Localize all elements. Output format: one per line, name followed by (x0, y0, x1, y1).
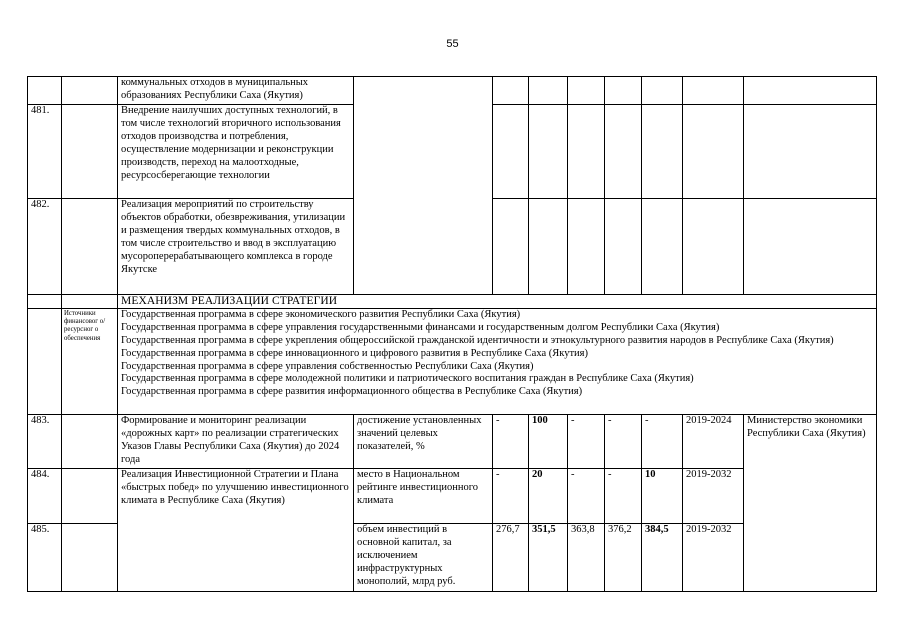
program-item: Государственная программа в сфере управления государственными финансами и государственным долгом Республики Саха (Якутия) (121, 321, 720, 333)
program-item: Государственная программа в сфере молодежной политики и патриотического воспитания граждан в Республике Саха (Якутия) (121, 373, 694, 385)
period-cell (683, 77, 744, 105)
value-cell: - (605, 414, 642, 468)
value-cell: - (568, 468, 605, 523)
value-cell: 363,8 (568, 523, 605, 591)
program-item: Государственная программа в сфере управления собственностью Республики Саха (Якутия) (121, 360, 534, 372)
value-cell: 376,2 (605, 523, 642, 591)
activity-text: Реализация Инвестиционной Стратегии и Плана «быстрых побед» по улучшению инвестиционного климата в Республике Саха (Якутия) (118, 468, 354, 591)
programs-list (118, 308, 877, 414)
row-number: 481. (28, 105, 62, 199)
empty-cell (28, 295, 62, 309)
empty-cell (62, 199, 118, 295)
activity-text: коммунальных отходов в муниципальных образованиях Республики Саха (Якутия) (118, 77, 354, 105)
value-cell: 100 (529, 414, 568, 468)
empty-cell (62, 77, 118, 105)
program-item: Государственная программа в сфере развития информационного общества в Республике Саха (Якутия) (121, 386, 583, 398)
program-item: Государственная программа в сфере инновационного и цифрового развития в Республике Саха (Якутия) (121, 347, 588, 359)
sources-label: Источники финансовог о/ресурсног о обеспечения (62, 308, 118, 414)
value-cell (642, 77, 683, 105)
section-heading: МЕХАНИЗМ РЕАЛИЗАЦИИ СТРАТЕГИИ (118, 295, 877, 309)
empty-cell (62, 295, 118, 309)
value-cell: 276,7 (493, 523, 529, 591)
strategy-table (27, 76, 877, 592)
activity-text: Реализация мероприятий по строительству объектов обработки, обезвреживания, утилизации и размещения твердых коммунальных отходов, в том числе строительство и ввод в эксплуатацию мусороперерабатывающего комплекса в городе Якутске (118, 199, 354, 295)
value-cell (568, 77, 605, 105)
indicator-cell (354, 77, 493, 295)
period-cell: 2019-2032 (683, 523, 744, 591)
value-cell (605, 105, 642, 199)
period-cell (683, 199, 744, 295)
responsible-cell (744, 105, 877, 199)
page-number: 55 (446, 38, 459, 50)
program-item: Государственная программа в сфере укрепления общероссийской гражданской идентичности и этнокультурного развития народов в Республике Саха (Якутия) (121, 334, 834, 346)
value-cell (568, 105, 605, 199)
table-row (28, 414, 877, 468)
value-cell: - (493, 468, 529, 523)
indicator-text: объем инвестиций в основной капитал, за исключением инфраструктурных монополий, млрд руб. (354, 523, 493, 591)
section-row (28, 295, 877, 309)
value-cell: - (605, 468, 642, 523)
indicator-text: достижение установленных значений целевых показателей, % (354, 414, 493, 468)
value-cell (493, 77, 529, 105)
row-number: 485. (28, 523, 62, 591)
value-cell (642, 105, 683, 199)
period-cell: 2019-2032 (683, 468, 744, 523)
sources-row (28, 308, 877, 414)
value-cell (493, 105, 529, 199)
value-cell (529, 77, 568, 105)
table-row (28, 77, 877, 105)
responsible-cell (744, 199, 877, 295)
responsible-text: Министерство экономики Республики Саха (Якутия) (744, 414, 877, 591)
responsible-cell (744, 77, 877, 105)
activity-text: Формирование и мониторинг реализации «дорожных карт» по реализации стратегических Указов Главы Республики Саха (Якутия) до 2024 года (118, 414, 354, 468)
empty-cell (62, 468, 118, 523)
value-cell: - (568, 414, 605, 468)
value-cell (605, 199, 642, 295)
activity-text: Внедрение наилучших доступных технологий, в том числе технологий вторичного использования отходов производства и потребления, осуществление модернизации и реконструкции производств, переход на малоотходные, ресурсосберегающие технологии (118, 105, 354, 199)
value-cell (529, 105, 568, 199)
value-cell: - (642, 414, 683, 468)
indicator-text: место в Национальном рейтинге инвестиционного климата (354, 468, 493, 523)
row-number: 484. (28, 468, 62, 523)
value-cell: 384,5 (642, 523, 683, 591)
value-cell: 10 (642, 468, 683, 523)
row-number: 482. (28, 199, 62, 295)
empty-cell (28, 308, 62, 414)
value-cell (568, 199, 605, 295)
empty-cell (62, 105, 118, 199)
empty-cell (62, 523, 118, 591)
program-item: Государственная программа в сфере экономического развития Республики Саха (Якутия) (121, 308, 521, 320)
empty-cell (62, 414, 118, 468)
value-cell: 20 (529, 468, 568, 523)
value-cell: - (493, 414, 529, 468)
period-cell: 2019-2024 (683, 414, 744, 468)
value-cell (605, 77, 642, 105)
value-cell (493, 199, 529, 295)
value-cell (529, 199, 568, 295)
value-cell (642, 199, 683, 295)
row-number: 483. (28, 414, 62, 468)
row-number (28, 77, 62, 105)
value-cell: 351,5 (529, 523, 568, 591)
period-cell (683, 105, 744, 199)
